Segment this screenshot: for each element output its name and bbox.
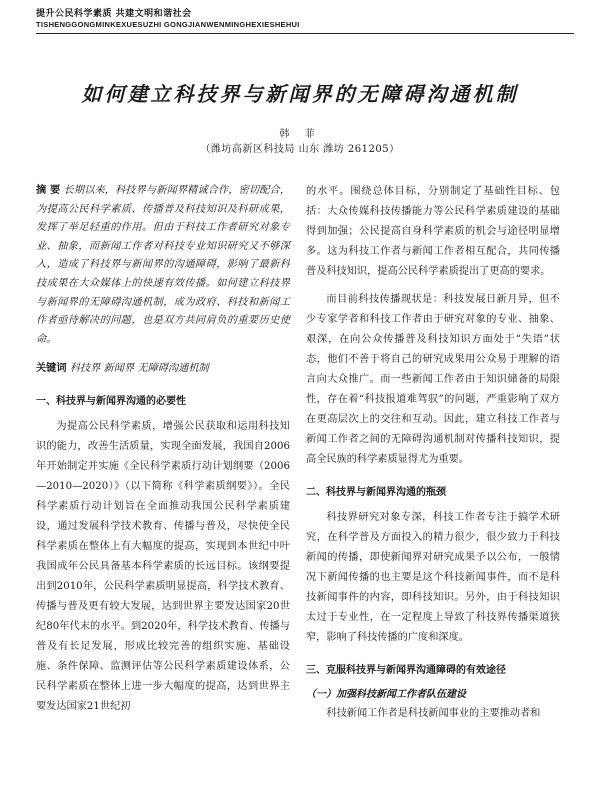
- section-3-heading: 三、克服科技界与新闻界沟通障碍的有效途径: [306, 665, 506, 676]
- abstract: [36, 182, 290, 349]
- keywords: [36, 359, 290, 379]
- running-header: [36, 8, 576, 30]
- section-1-paragraph-1-continued: 的水平。围绕总体目标，分别制定了基础性目标、包括：大众传媒科技传播能力等公民科学素质建设的基础得到加强；公民提高自身科学素质的机会与途径明显增多。这为科技工作者与新闻工作者相互配合，共同传播普及科技知识，提高公民科学素质提出了更高的要求。: [306, 186, 560, 277]
- header-divider: [36, 33, 574, 34]
- article-title: 如何建立科技界与新闻界的无障碍沟通机制: [81, 82, 519, 106]
- left-column: [36, 182, 290, 717]
- abstract-label: 摘 要: [36, 185, 61, 196]
- section-1-paragraph-1: 为提高公民科学素质，增强公民获取和运用科技知识的能力，改善生活质量，实现全面发展，我国自2006年开始制定并实施《全民科学素质行动计划纲要（2006—2010—2020）》（以下简称《科学素质纲要》）。全民科学素质行动计划旨在全面推动我国公民科学素质建设，通过发展科学技术教育、传播与普及，尽快使全民科学素质在整体上有大幅度的提高，实现到本世纪中叶我国成年公民具备基本科学素质的长远目标。该纲要提出到2010年，公民科学素质明显提高，科学技术教育、传播与普及更有较大发展，达到世界主要发达国家20世纪80年代末的水平。到2020年，科学技术教育、传播与普及有长足发展，形成比较完善的组织实施、基础设施、条件保障、监测评估等公民科学素质建设体系，公民科学素质在整体上进一步大幅度的提高，达到世界主要发达国家21世纪初: [36, 421, 290, 713]
- journal-header-cn: 提升公民科学素质 共建文明和谐社会: [36, 9, 192, 19]
- author-affiliation: （潍坊高新区科技局 山东 潍坊 261205）: [200, 144, 400, 155]
- section-1-heading: 一、科技界与新闻界沟通的必要性: [36, 396, 186, 408]
- section-3-subheading-1: （一）加强科技新闻工作者队伍建设: [306, 689, 466, 700]
- section-3-paragraph-1: 科技新闻工作者是科技新闻事业的主要推动者和: [326, 708, 541, 719]
- section-2-heading: 二、科技界与新闻界沟通的瓶颈: [306, 487, 446, 498]
- right-column: [306, 182, 560, 724]
- section-1-paragraph-2: 而目前科技传播现状是：科技发展日新月异，但不少专家学者和科技工作者由于研究对象的专业、抽象、艰深，在向公众传播普及科技知识方面处于“失语”状态，他们不善于将自己的研究成果用公众易于理解的语言向大众推广。而一些新闻工作者由于知识储备的局限性，存在着“科技报道难驾驭”的问题，严重影响了双方在更高层次上的交往和互动。因此，建立科技工作者与新闻工作者之间的无障碍沟通机制对传播科技知识，提高全民族的科学素质显得尤为重要。: [306, 294, 560, 465]
- author-name: 韩 菲: [279, 129, 321, 140]
- keywords-text: 科技界 新闻界 无障碍沟通机制: [69, 363, 209, 375]
- section-2-paragraph-1: 科技界研究对象专深，科技工作者专注于搞学术研究，在科学普及方面投入的精力很少，很少致力于科技新闻的传播，即使新闻界对研究成果予以公布，一般情况下新闻传播的也主要是这个科技新闻事件，而不是科技新闻事件的内容，即科技知识。另外，由于科技知识太过于专业性，在一定程度上导致了科技界传播渠道狭窄，影响了科技传播的广度和深度。: [306, 512, 560, 643]
- keywords-label: 关键词: [36, 363, 67, 375]
- abstract-text: 长期以来，科技界与新闻界精诚合作，密切配合，为提高公民科学素质、传播普及科技知识及科研成果，发挥了举足轻重的作用。但由于科技工作者研究对象专业、抽象，而新闻工作者对科技专业知识研究又不够深入，造成了科技界与新闻界的沟通障碍，影响了最新科技成果在大众媒体上的快速有效传播。如何建立科技界与新闻界的无障碍沟通机制，成为政府、科技和新闻工作者亟待解决的问题，也是双方共同肩负的重要历史使命。: [36, 185, 291, 345]
- journal-header-pinyin: TISHENGGONGMINKEXUESUZHI GONGJIANWENMINGHEXIESHEHUI: [36, 20, 300, 29]
